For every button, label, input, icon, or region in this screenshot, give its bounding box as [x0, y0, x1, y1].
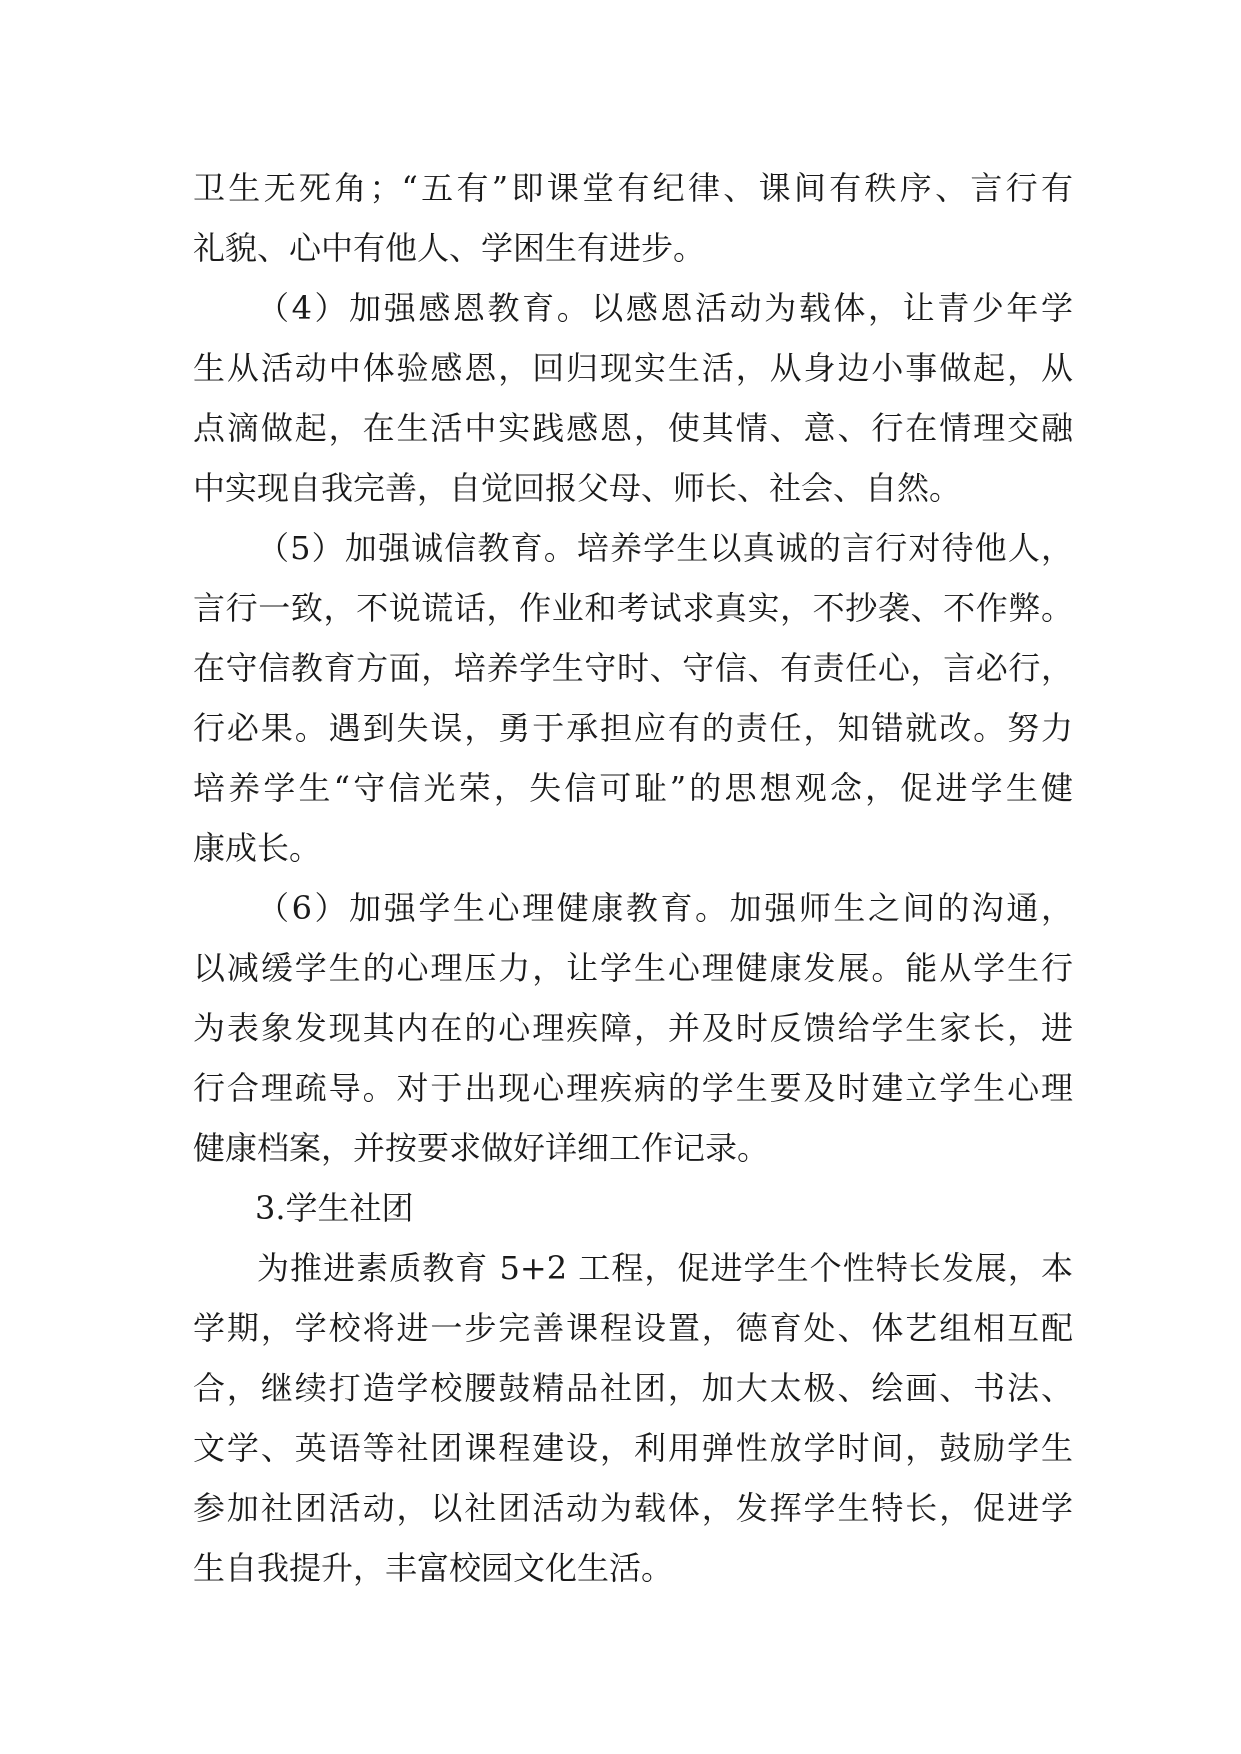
- document-body: [193, 158, 1073, 1598]
- text-line: 卫生无死角；“五有”即课堂有纪律、课间有秩序、言行有: [193, 169, 1073, 207]
- text-line: （6）加强学生心理健康教育。加强师生之间的沟通，: [257, 889, 1073, 927]
- text-line: 在守信教育方面，培养学生守时、守信、有责任心，言必行，: [193, 649, 1073, 687]
- text-line: 中实现自我完善，自觉回报父母、师长、社会、自然。: [193, 469, 962, 507]
- text-line: 文学、英语等社团课程建设，利用弹性放学时间，鼓励学生: [193, 1429, 1073, 1467]
- text-line: 学期，学校将进一步完善课程设置，德育处、体艺组相互配: [193, 1309, 1073, 1347]
- text-line: 以减缓学生的心理压力，让学生心理健康发展。能从学生行: [193, 949, 1073, 987]
- text-line: 康成长。: [193, 829, 322, 867]
- text-line: （5）加强诚信教育。培养学生以真诚的言行对待他人，: [257, 529, 1073, 567]
- text-line: 合，继续打造学校腰鼓精品社团，加大太极、绘画、书法、: [193, 1369, 1073, 1407]
- text-line: 点滴做起，在生活中实践感恩，使其情、意、行在情理交融: [193, 409, 1073, 447]
- paragraph-gratitude-education: [193, 278, 1073, 518]
- text-line: 行合理疏导。对于出现心理疾病的学生要及时建立学生心理: [193, 1069, 1073, 1107]
- text-line: 行必果。遇到失误，勇于承担应有的责任，知错就改。努力: [193, 709, 1073, 747]
- text-line: 参加社团活动，以社团活动为载体，发挥学生特长，促进学: [193, 1489, 1073, 1527]
- text-line: 礼貌、心中有他人、学困生有进步。: [193, 229, 706, 267]
- paragraph-student-clubs: [193, 1238, 1073, 1598]
- text-line: 为表象发现其内在的心理疾障，并及时反馈给学生家长，进: [193, 1009, 1073, 1047]
- paragraph-integrity-education: [193, 518, 1073, 878]
- paragraph-mental-health-education: [193, 878, 1073, 1178]
- section-heading: 3.学生社团: [255, 1189, 414, 1227]
- text-line: 健康档案，并按要求做好详细工作记录。: [193, 1129, 770, 1167]
- text-line: 生自我提升，丰富校园文化生活。: [193, 1549, 674, 1587]
- text-line: 培养学生“守信光荣，失信可耻”的思想观念，促进学生健: [193, 769, 1073, 807]
- text-line: （4）加强感恩教育。以感恩活动为载体，让青少年学: [257, 289, 1073, 327]
- text-line: 言行一致，不说谎话，作业和考试求真实，不抄袭、不作弊。: [193, 589, 1073, 627]
- text-line: 生从活动中体验感恩，回归现实生活，从身边小事做起，从: [193, 349, 1073, 387]
- paragraph-five-haves: [193, 158, 1073, 278]
- text-line: 为推进素质教育 5+2 工程，促进学生个性特长发展，本: [257, 1249, 1073, 1287]
